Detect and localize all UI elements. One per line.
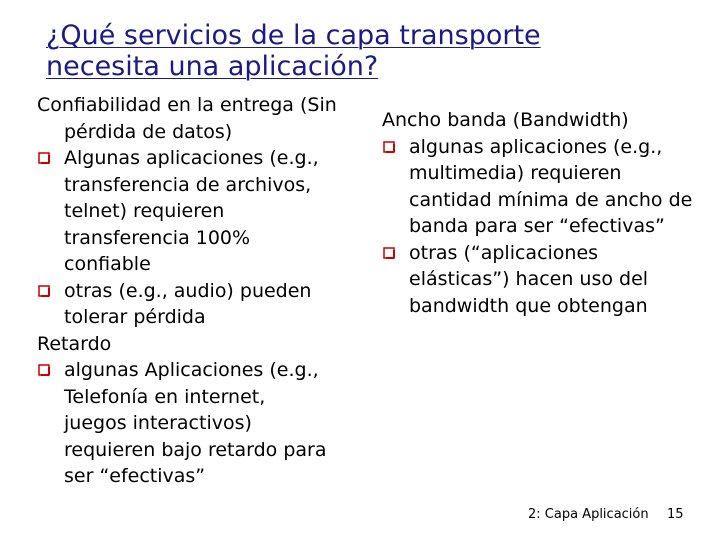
square-bullet-icon <box>383 141 395 153</box>
bullet-text-line: ser “efectivas” <box>64 465 206 487</box>
bullet-text-line: transferencia de archivos, <box>64 173 312 196</box>
bullet-text-line: Algunas aplicaciones (e.g., <box>64 147 319 169</box>
slide-title-line-2: necesita una aplicación? <box>46 51 379 82</box>
bullet-text-line: tolerar pérdida <box>64 306 206 328</box>
bullet-text-line: otras (e.g., audio) pueden <box>64 279 312 302</box>
bullet-text-line: confiable <box>64 253 151 275</box>
bullet-text-line: algunas aplicaciones (e.g., <box>409 135 663 158</box>
square-bullet-icon <box>38 364 50 376</box>
latency-heading: Retardo <box>37 332 112 355</box>
bullet-text-line: transferencia 100% <box>64 226 251 249</box>
bullet-text-line: otras (“aplicaciones <box>409 241 599 264</box>
slide-title-line-1: ¿Qué servicios de la capa transporte <box>46 20 541 51</box>
bullet-item <box>37 278 382 331</box>
bullet-text-line: Telefonía en internet, <box>64 385 266 408</box>
bullet-text-line: multimedia) requieren <box>409 162 622 184</box>
bullet-item <box>382 134 707 240</box>
footer-page-number: 15 <box>667 507 684 522</box>
bullet-text-line: juegos interactivos) <box>64 412 252 434</box>
square-bullet-icon <box>38 285 50 297</box>
bullet-item <box>37 357 382 490</box>
bullet-text-line: elásticas”) hacen uso del <box>409 268 649 290</box>
bandwidth-heading: Ancho banda (Bandwidth) <box>382 109 629 131</box>
bullet-item <box>382 240 707 320</box>
reliability-heading <box>37 92 382 145</box>
reliability-heading-line-2: pérdida de datos) <box>64 120 233 143</box>
bullet-item <box>37 145 382 278</box>
bullet-text-line: bandwidth que obtengan <box>409 294 648 317</box>
slide-title <box>46 20 666 82</box>
bullet-text-line: banda para ser “efectivas” <box>409 215 665 237</box>
bullet-text-line: telnet) requieren <box>64 200 225 222</box>
reliability-heading-line-1: Confiabilidad en la entrega (Sin <box>37 94 337 116</box>
bullet-text-line: algunas Aplicaciones (e.g., <box>64 359 319 381</box>
footer-chapter-label: 2: Capa Aplicación <box>528 507 649 522</box>
bullet-text-line: requieren bajo retardo para <box>64 438 327 461</box>
right-column <box>382 107 707 319</box>
bullet-text-line: cantidad mínima de ancho de <box>409 188 693 211</box>
square-bullet-icon <box>383 247 395 259</box>
left-column <box>37 92 382 490</box>
square-bullet-icon <box>38 152 50 164</box>
